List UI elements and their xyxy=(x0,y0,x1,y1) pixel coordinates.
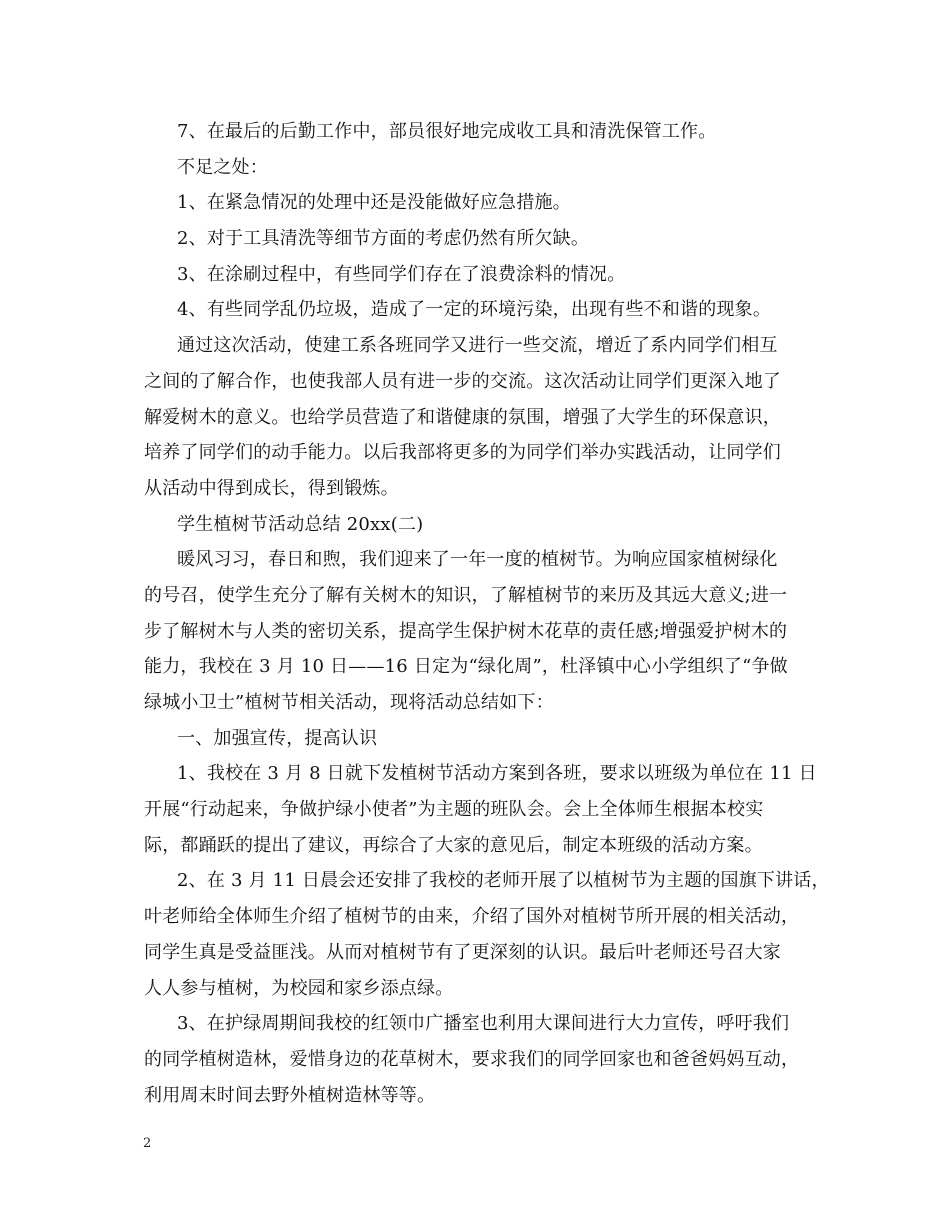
text-line: 际，都踊跃的提出了建议，再综合了大家的意见后，制定本班级的活动方案。 xyxy=(144,834,763,856)
text-line: 解爱树木的意义。也给学员营造了和谐健康的氛围，增强了大学生的环保意识， xyxy=(144,406,781,428)
page-number: 2 xyxy=(143,1136,152,1151)
text-line: 4、有些同学乱仍垃圾，造成了一定的环境污染，出现有些不和谐的现象。 xyxy=(177,299,772,321)
text-line: 7、在最后的后勤工作中，部员很好地完成收工具和清洗保管工作。 xyxy=(177,121,717,142)
text-line: 人人参与植树，为校园和家乡添点绿。 xyxy=(144,977,454,999)
text-line: 叶老师给全体师生介绍了植树节的由来，介绍了国外对植树节所开展的相关活动， xyxy=(144,906,800,928)
text-line: 2、对于工具清洗等细节方面的考虑仍然有所欠缺。 xyxy=(177,228,590,250)
text-line: 开展“行动起来，争做护绿小使者”为主题的班队会。会上全体师生根据本校实 xyxy=(144,799,764,821)
text-line: 通过这次活动，使建工系各班同学又进行一些交流，增近了系内同学们相互 xyxy=(177,335,778,357)
text-line: 之间的了解合作，也使我部人员有进一步的交流。这次活动让同学们更深入地了 xyxy=(144,370,781,392)
text-line: 2、在 3 月 11 日晨会还安排了我校的老师开展了以植树节为主题的国旗下讲话， xyxy=(177,870,830,892)
text-line: 培养了同学们的动手能力。以后我部将更多的为同学们举办实践活动，让同学们 xyxy=(144,442,781,464)
text-line: 1、在紧急情况的处理中还是没能做好应急措施。 xyxy=(177,192,571,214)
text-line: 能力，我校在 3 月 10 日——16 日定为“绿化周”，杜泽镇中心小学组织了“争做 xyxy=(144,656,788,678)
text-line: 1、我校在 3 月 8 日就下发植树节活动方案到各班，要求以班级为单位在 11 日 xyxy=(177,763,817,785)
section-heading: 学生植树节活动总结 20xx(二) xyxy=(177,513,424,535)
text-line: 3、在涂刷过程中，有些同学们存在了浪费涂料的情况。 xyxy=(177,263,626,285)
text-line: 步了解树木与人类的密切关系，提高学生保护树木花草的责任感;增强爱护树木的 xyxy=(144,620,788,642)
document-body xyxy=(144,114,830,1113)
text-line: 暖风习习，春日和煦，我们迎来了一年一度的植树节。为响应国家植树绿化 xyxy=(177,549,778,571)
section-heading: 一、加强宣传，提高认识 xyxy=(177,727,378,749)
text-line: 从活动中得到成长，得到锻炼。 xyxy=(144,477,399,499)
text-line: 同学生真是受益匪浅。从而对植树节有了更深刻的认识。最后叶老师还号召大家 xyxy=(144,941,781,963)
text-line: 不足之处： xyxy=(177,156,268,178)
text-line: 的号召，使学生充分了解有关树木的知识，了解植树节的来历及其远大意义;进一 xyxy=(144,584,788,606)
text-line: 3、在护绿周期间我校的红领巾广播室也利用大课间进行大力宣传，呼吁我们 xyxy=(177,1013,790,1035)
text-line: 利用周末时间去野外植树造林等等。 xyxy=(144,1084,436,1106)
text-line: 的同学植树造林，爱惜身边的花草树木，要求我们的同学回家也和爸爸妈妈互动， xyxy=(144,1048,800,1070)
text-line: 绿城小卫士”植树节相关活动，现将活动总结如下： xyxy=(144,692,554,713)
